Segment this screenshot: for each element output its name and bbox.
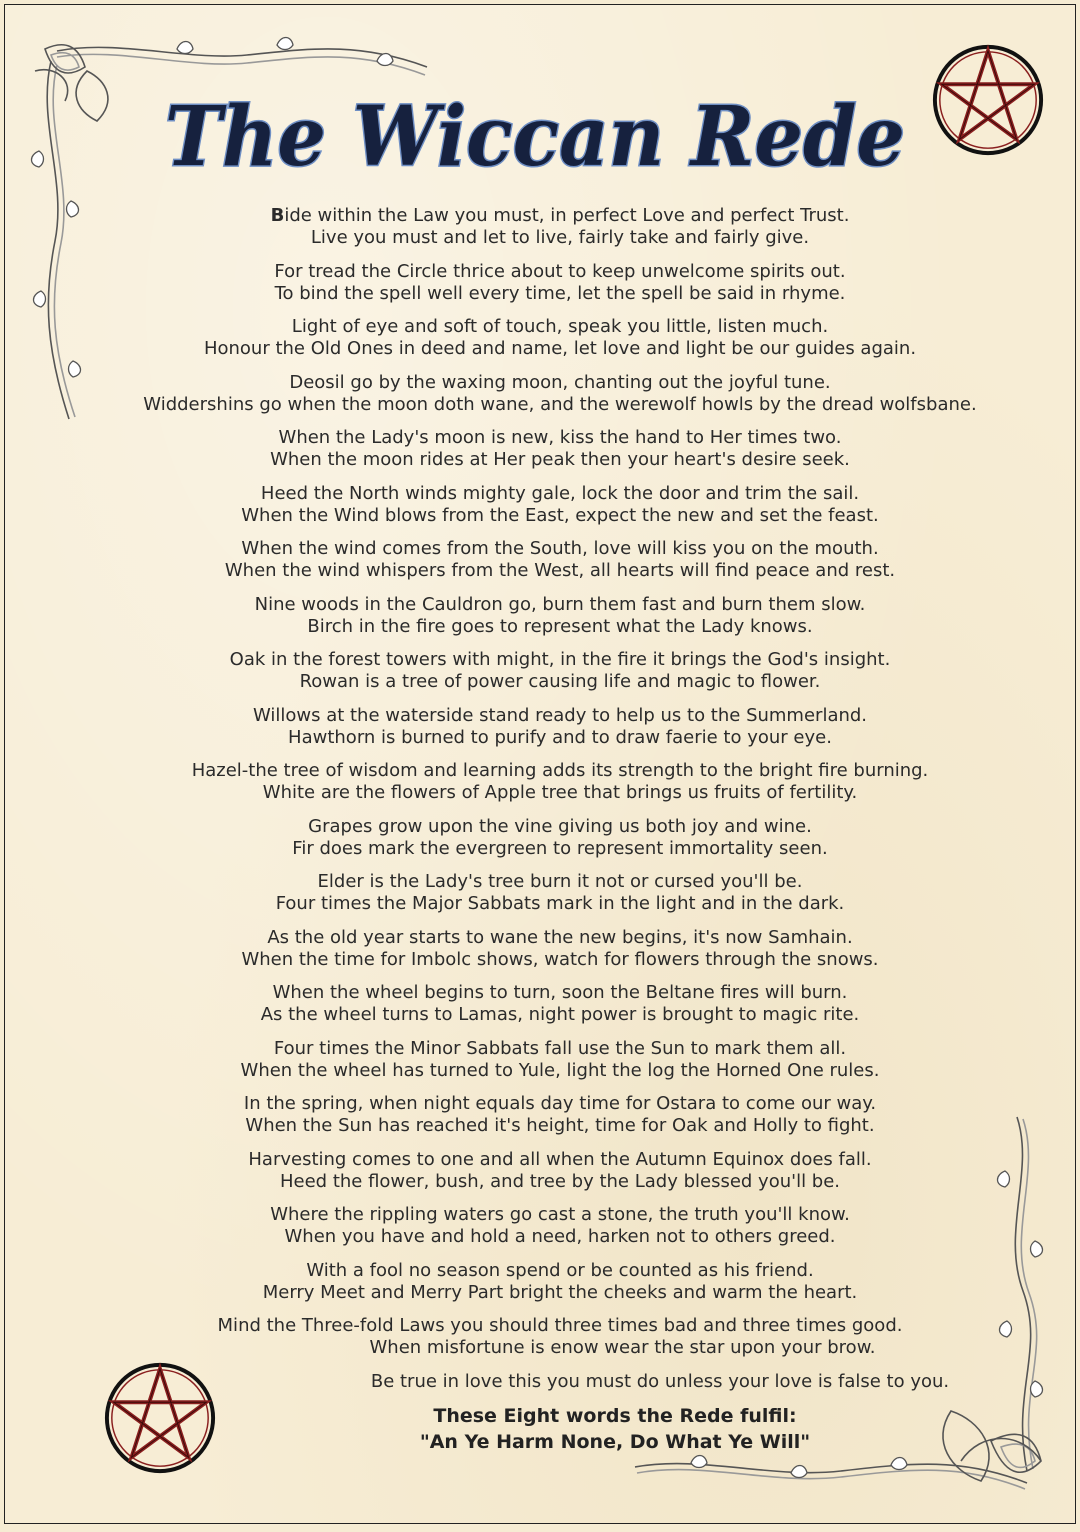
poem-line: When the moon rides at Her peak then your heart's desire seek. — [270, 449, 850, 470]
couplet — [85, 483, 1035, 527]
couplet — [85, 316, 1035, 360]
couplet — [85, 594, 1035, 638]
poem-line: Willows at the waterside stand ready to help us to the Summerland. — [252, 704, 868, 726]
poem-line — [85, 205, 1035, 227]
couplet — [85, 649, 1035, 693]
poem-line: For tread the Circle thrice about to keep unwelcome spirits out. — [274, 260, 846, 282]
poem-line: Nine woods in the Cauldron go, burn them fast and burn them slow. — [254, 593, 866, 615]
final-couplet — [85, 1371, 1035, 1393]
couplet — [85, 372, 1035, 416]
poem-line: Merry Meet and Merry Part bright the cheeks and warm the heart. — [262, 1281, 858, 1303]
poem-line: Mind the Three-fold Laws you should three times bad and three times good. — [217, 1315, 903, 1336]
poem-line: When the wind comes from the South, love will kiss you on the mouth. — [241, 538, 879, 559]
poem-line: To bind the spell well every time, let the spell be said in rhyme. — [274, 282, 846, 304]
poem-line: Heed the flower, bush, and tree by the Lady blessed you'll be. — [279, 1170, 841, 1192]
poem-body — [85, 205, 1035, 1404]
poem-line: Four times the Minor Sabbats fall use the Sun to mark them all. — [273, 1037, 847, 1059]
poem-line: Honour the Old Ones in deed and name, let love and light be our guides again. — [203, 338, 917, 359]
poem-line: Widdershins go when the moon doth wane, and the werewolf howls by the dread wolfsbane. — [143, 393, 977, 415]
couplet — [85, 1093, 1035, 1137]
poem-line: When the time for Imbolc shows, watch for flowers through the snows. — [241, 948, 879, 970]
drop-letter: B — [270, 205, 285, 226]
poem-line: Fir does mark the evergreen to represent immortality seen. — [292, 837, 828, 859]
couplet — [85, 205, 1035, 249]
poem-line: Grapes grow upon the vine giving us both joy and wine. — [308, 815, 812, 837]
couplet — [85, 816, 1035, 860]
couplet — [85, 538, 1035, 582]
closing-motto: "An Ye Harm None, Do What Ye Will" — [419, 1431, 811, 1453]
poem-line: Light of eye and soft of touch, speak you little, listen much. — [291, 316, 829, 337]
couplet — [85, 427, 1035, 471]
poem-line: Hazel-the tree of wisdom and learning adds its strength to the bright fire burning. — [191, 760, 929, 781]
poem-line-text: ide within the Law you must, in perfect Love and perfect Trust. — [284, 205, 850, 226]
poem-line: Live you must and let to live, fairly take and fairly give. — [310, 227, 810, 248]
poem-line: When you have and hold a need, harken not to others greed. — [284, 1226, 836, 1247]
poem-line: When the wheel begins to turn, soon the Beltane fires will burn. — [272, 982, 848, 1003]
couplet — [85, 1038, 1035, 1082]
poem-line: Birch in the fire goes to represent what the Lady knows. — [307, 615, 813, 637]
poem-line: Oak in the forest towers with might, in the fire it brings the God's insight. — [229, 649, 891, 670]
poem-line: Harvesting comes to one and all when the Autumn Equinox does fall. — [248, 1148, 872, 1170]
poem-line: When the wind whispers from the West, all hearts will find peace and rest. — [224, 560, 896, 581]
pentagram-icon — [929, 41, 1047, 159]
poem-line: Rowan is a tree of power causing life and magic to flower. — [299, 671, 821, 692]
couplet — [85, 261, 1035, 305]
poem-line: When the wheel has turned to Yule, light the log the Horned One rules. — [240, 1059, 880, 1081]
poem-line: As the wheel turns to Lamas, night power is brought to magic rite. — [260, 1004, 860, 1025]
poem-line: Heed the North winds mighty gale, lock the door and trim the sail. — [260, 482, 860, 504]
poem-line: White are the flowers of Apple tree that brings us fruits of fertility. — [262, 782, 858, 803]
couplet — [85, 871, 1035, 915]
poem-line: Hawthorn is burned to purify and to draw faerie to your eye. — [288, 726, 832, 748]
closing-line: These Eight words the Rede fulfil: — [433, 1405, 797, 1427]
couplet — [85, 705, 1035, 749]
parchment-page — [4, 4, 1076, 1524]
poem-line: Where the rippling waters go cast a stone, the truth you'll know. — [270, 1204, 850, 1225]
couplet — [85, 1260, 1035, 1304]
couplet — [85, 1204, 1035, 1248]
couplet — [85, 927, 1035, 971]
poem-line: In the spring, when night equals day time for Ostara to come our way. — [243, 1093, 877, 1114]
poem-line: Four times the Major Sabbats mark in the light and in the dark. — [275, 893, 845, 914]
closing-statement — [335, 1403, 895, 1455]
poem-line: When the Wind blows from the East, expect the new and set the feast. — [241, 504, 879, 526]
poem-line: Elder is the Lady's tree burn it not or cursed you'll be. — [317, 871, 803, 892]
poem-line: Be true in love this you must do unless your love is false to you. — [370, 1370, 950, 1392]
poem-line: When misfortune is enow wear the star upon your brow. — [369, 1337, 876, 1358]
poem-line: Deosil go by the waxing moon, chanting out the joyful tune. — [289, 371, 831, 393]
couplet-list — [85, 261, 1035, 1304]
poem-line: When the Sun has reached it's height, time for Oak and Holly to fight. — [245, 1115, 875, 1136]
poem-line: With a fool no season spend or be counted as his friend. — [306, 1259, 814, 1281]
couplet — [85, 982, 1035, 1026]
poem-line: When the Lady's moon is new, kiss the hand to Her times two. — [278, 427, 842, 448]
couplet — [85, 760, 1035, 804]
page-title — [155, 79, 915, 189]
title-text: The Wiccan Rede — [165, 89, 905, 185]
couplet — [85, 1149, 1035, 1193]
poem-line: As the old year starts to wane the new begins, it's now Samhain. — [267, 926, 853, 948]
three-fold-couplet — [85, 1315, 1035, 1359]
